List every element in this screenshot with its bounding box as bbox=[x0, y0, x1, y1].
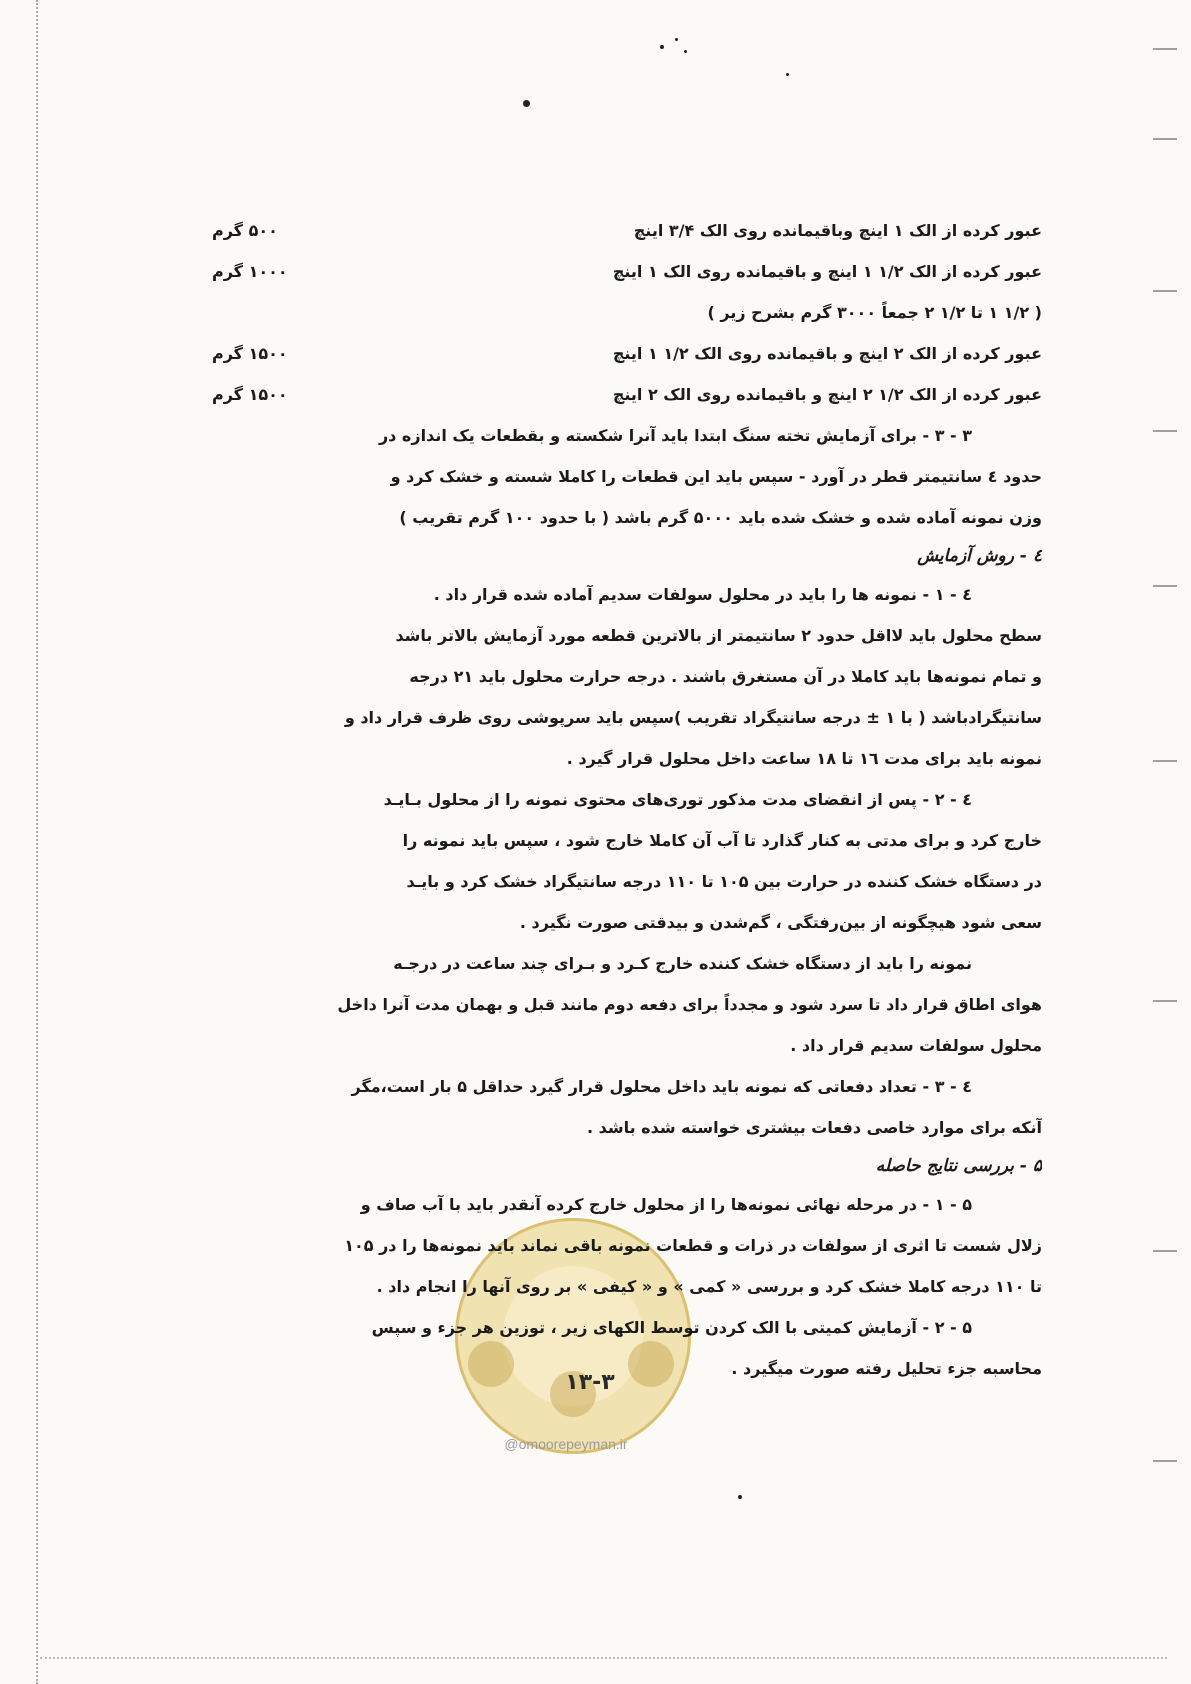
paragraph-line: خارج کرد و برای مدتی به کنار گذارد تا آب آن کاملا خارج شود ، سپس باید نمونه را bbox=[402, 831, 1042, 850]
left-binding-edge bbox=[36, 0, 38, 1684]
paragraph-line: در دستگاه خشک کننده در حرارت بین ۱۰۵ تا ۱۱۰ درجه سانتیگراد خشک کرد و بایـد bbox=[406, 872, 1042, 891]
margin-mark bbox=[1153, 430, 1177, 432]
paragraph-line: وزن نمونه آماده شده و خشک شده باید ۵۰۰۰ گرم باشد ( با حدود ۱۰۰ گرم تقریب ) bbox=[399, 508, 1042, 527]
sieve-line bbox=[212, 210, 1042, 251]
section-heading: ۵ - بررسی نتایج حاصله bbox=[875, 1156, 1042, 1176]
sieve-line bbox=[212, 251, 1042, 292]
sieve-line-text: عبور کرده از الک ۱ اینچ وباقیمانده روی الک ۳/۴ اینچ bbox=[633, 221, 1042, 240]
paragraph-line: ۳ - ۳ - برای آزمایش تخته سنگ ابتدا باید آنرا شکسته و بقطعات یک اندازه در bbox=[378, 426, 972, 445]
sieve-line-qty: ۵۰۰ گرم bbox=[212, 221, 278, 240]
margin-mark bbox=[1153, 1460, 1177, 1462]
sieve-line-text: عبور کرده از الک ۱/۲ ۲ اینچ و باقیمانده روی الک ۲ اینچ bbox=[612, 385, 1042, 404]
sieve-line-text: عبور کرده از الک ۱/۲ ۱ اینچ و باقیمانده روی الک ۱ اینچ bbox=[612, 262, 1042, 281]
paragraph-line: زلال شست تا اثری از سولفات در ذرات و قطعات نمونه باقی نماند باید نمونه‌ها را در ۱۰۵ bbox=[344, 1236, 1042, 1255]
paragraph-line: و تمام نمونه‌ها باید کاملا در آن مستغرق باشند . درجه حرارت محلول باید ۲۱ درجه bbox=[409, 667, 1042, 686]
document-body bbox=[212, 210, 1042, 1389]
paragraph-line: آنکه برای موارد خاصی دفعات بیشتری خواسته شده باشد . bbox=[586, 1118, 1042, 1137]
ink-speck bbox=[786, 73, 789, 76]
sieve-line-qty: ۱۵۰۰ گرم bbox=[212, 344, 288, 363]
margin-mark bbox=[1153, 138, 1177, 140]
paragraph-line: محلول سولفات سدیم قرار داد . bbox=[790, 1036, 1042, 1055]
section-heading: ٤ - روش آزمایش bbox=[917, 546, 1042, 566]
margin-mark bbox=[1153, 1250, 1177, 1252]
paragraph-line: تا ۱۱۰ درجه کاملا خشک کرد و بررسی « کمی » و « کیفی » بر روی آنها را انجام داد . bbox=[376, 1277, 1042, 1296]
paragraph-line: سطح محلول باید لااقل حدود ۲ سانتیمتر از بالاترین قطعه مورد آزمایش بالاتر باشد bbox=[395, 626, 1042, 645]
page-number: ۱۳-۳ bbox=[565, 1370, 615, 1395]
sieve-line-qty: ۱۵۰۰ گرم bbox=[212, 385, 288, 404]
paragraph-line: نمونه باید برای مدت ۱٦ تا ۱۸ ساعت داخل محلول قرار گیرد . bbox=[566, 749, 1042, 768]
paragraph-line: سعی شود هیچگونه از بین‌رفتگی ، گم‌شدن و بیدقتی صورت نگیرد . bbox=[519, 913, 1042, 932]
paragraph-line: ٤ - ۲ - پس از انقضای مدت مذکور توری‌های محتوی نمونه را از محلول بـایـد bbox=[383, 790, 972, 809]
paragraph-line: محاسبه جزء تحلیل رفته صورت میگیرد . bbox=[731, 1359, 1042, 1378]
sieve-line bbox=[212, 333, 1042, 374]
margin-mark bbox=[1153, 48, 1177, 50]
ink-speck bbox=[738, 1495, 742, 1499]
watermark-text: @omoorepeyman.ir bbox=[504, 1436, 628, 1452]
sieve-line-text: عبور کرده از الک ۲ اینچ و باقیمانده روی الک ۱/۲ ۱ اینچ bbox=[612, 344, 1042, 363]
ink-speck bbox=[660, 45, 664, 49]
margin-mark bbox=[1153, 760, 1177, 762]
paragraph-line: ٤ - ۱ - نمونه ها را باید در محلول سولفات سدیم آماده شده قرار داد . bbox=[433, 585, 972, 604]
paragraph-line: نمونه را باید از دستگاه خشک کننده خارج کـرد و بـرای چند ساعت در درجـه bbox=[393, 954, 972, 973]
margin-mark bbox=[1153, 290, 1177, 292]
ink-speck bbox=[675, 38, 678, 41]
group-note: ( ۱/۲ ۱ تا ۱/۲ ۲ جمعاً ۳۰۰۰ گرم بشرح زیر ) bbox=[707, 303, 1042, 322]
margin-mark bbox=[1153, 585, 1177, 587]
sieve-line bbox=[212, 374, 1042, 415]
ink-speck bbox=[684, 50, 687, 53]
bottom-scan-edge bbox=[40, 1657, 1167, 1659]
paragraph-line: ۵ - ۲ - آزمایش کمیتی با الک کردن توسط الکهای زیر ، توزین هر جزء و سپس bbox=[371, 1318, 972, 1337]
paragraph-line: ۵ - ۱ - در مرحله نهائی نمونه‌ها را از محلول خارج کرده آنقدر باید با آب صاف و bbox=[360, 1195, 972, 1214]
paragraph-line: ٤ - ۳ - تعداد دفعاتی که نمونه باید داخل محلول قرار گیرد حداقل ۵ بار است،مگر bbox=[351, 1077, 972, 1096]
paragraph-line: حدود ٤ سانتیمتر قطر در آورد - سپس باید این قطعات را کاملا شسته و خشک کرد و bbox=[390, 467, 1042, 486]
ink-speck bbox=[523, 100, 530, 107]
margin-mark bbox=[1153, 1000, 1177, 1002]
paragraph-line: سانتیگرادباشد ( با ۱ ± درجه سانتیگراد تقریب )سپس باید سرپوشی روی ظرف قرار داد و bbox=[344, 708, 1042, 727]
sieve-line-qty: ۱۰۰۰ گرم bbox=[212, 262, 288, 281]
paragraph-line: هوای اطاق قرار داد تا سرد شود و مجدداً برای دفعه دوم مانند قبل و بهمان مدت آنرا داخل bbox=[337, 995, 1042, 1014]
